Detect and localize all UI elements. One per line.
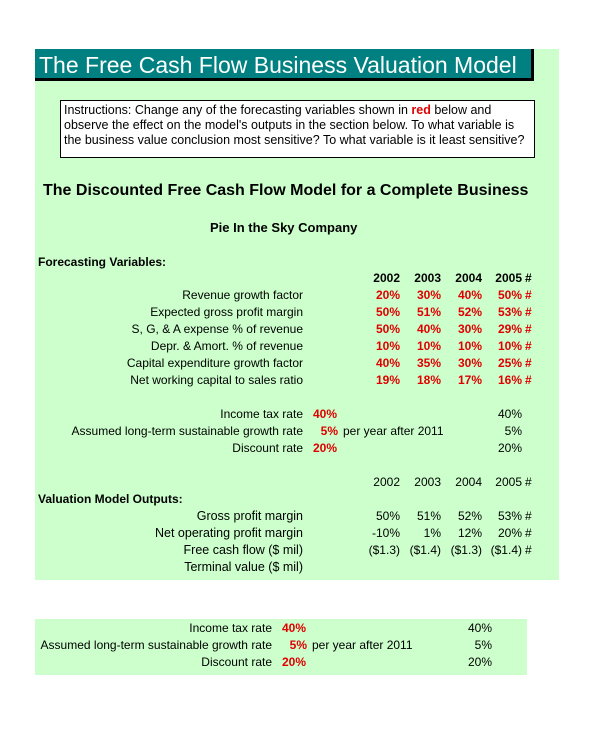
forecast-value-cell[interactable]: 10% [375, 339, 400, 353]
forecast-value-cell[interactable]: 30% [416, 288, 441, 302]
output-value-cell: ($1.4) [409, 543, 441, 557]
output-value-cell: 53% [497, 509, 522, 523]
output-value-cell: 50% [375, 509, 400, 523]
forecast-value-cell[interactable]: 10% [416, 339, 441, 353]
discount-rate-input[interactable]: 20% [313, 441, 338, 455]
forecast-row-label: Expected gross profit margin [150, 305, 303, 319]
output-overflow-mark: # [525, 543, 532, 557]
bottom-growth-rate-note: per year after 2011 [312, 638, 413, 652]
output-value-cell: ($1.4) [490, 543, 522, 557]
instructions-text-end: below and observe the effect on the model's outputs in the section below. To what variable is the business value conclusion most sensitive? To what variable is it least sensitive? [64, 103, 525, 147]
instructions-text-start: Instructions: Change any of the forecasting variables shown in [64, 103, 412, 117]
instructions-box [60, 100, 535, 158]
output-year-header: 2005 [495, 475, 522, 489]
forecast-row-label: Depr. & Amort. % of revenue [150, 339, 303, 353]
growth-rate-label: Assumed long-term sustainable growth rate [71, 424, 303, 438]
forecast-overflow-mark: # [525, 373, 532, 387]
output-row-label: Net operating profit margin [155, 526, 303, 540]
forecast-value-cell[interactable]: 51% [416, 305, 441, 319]
output-overflow-mark: # [525, 509, 532, 523]
growth-rate-input[interactable]: 5% [320, 424, 338, 438]
forecast-overflow-mark: # [525, 288, 532, 302]
forecast-row-label: Capital expenditure growth factor [126, 356, 303, 370]
tax-rate-input[interactable]: 40% [313, 407, 338, 421]
forecast-year-header: 2003 [414, 271, 441, 285]
forecast-value-cell[interactable]: 17% [457, 373, 482, 387]
growth-rate-echo: 5% [504, 424, 522, 438]
output-value-cell: 1% [423, 526, 441, 540]
bottom-tax-rate-echo: 40% [467, 621, 492, 635]
forecast-year-header: 2002 [373, 271, 400, 285]
discount-rate-echo: 20% [497, 441, 522, 455]
forecast-value-cell[interactable]: 35% [416, 356, 441, 370]
output-value-cell: 12% [457, 526, 482, 540]
instructions-highlight: red [411, 103, 431, 117]
discount-rate-label: Discount rate [232, 441, 303, 455]
output-row-label: Free cash flow ($ mil) [183, 543, 303, 557]
bottom-growth-rate-input[interactable]: 5% [289, 638, 307, 652]
bottom-discount-rate-echo: 20% [467, 655, 492, 669]
forecast-year-header: 2004 [455, 271, 482, 285]
tax-rate-echo: 40% [497, 407, 522, 421]
forecast-value-cell[interactable]: 40% [416, 322, 441, 336]
output-row-label: Gross profit margin [196, 509, 303, 523]
forecast-year-header: 2005 [495, 271, 522, 285]
forecast-value-cell[interactable]: 20% [375, 288, 400, 302]
forecast-value-cell[interactable]: 40% [375, 356, 400, 370]
forecast-value-cell[interactable]: 30% [457, 356, 482, 370]
output-year-header: 2003 [414, 475, 441, 489]
forecast-overflow-mark: # [525, 305, 532, 319]
forecast-value-cell[interactable]: 50% [497, 288, 522, 302]
growth-rate-note: per year after 2011 [343, 424, 444, 438]
output-value-cell: ($1.3) [450, 543, 482, 557]
bottom-growth-rate-echo: 5% [474, 638, 492, 652]
forecast-overflow-mark: # [525, 356, 532, 370]
forecast-value-cell[interactable]: 29% [497, 322, 522, 336]
forecast-value-cell[interactable]: 40% [457, 288, 482, 302]
output-value-cell: ($1.3) [368, 543, 400, 557]
model-title: The Discounted Free Cash Flow Model for a Complete Business [43, 182, 529, 199]
forecasting-heading: Forecasting Variables: [38, 255, 167, 269]
output-overflow-mark: # [525, 526, 532, 540]
forecast-year-overflow-mark: # [525, 271, 532, 285]
forecast-value-cell[interactable]: 30% [457, 322, 482, 336]
forecast-value-cell[interactable]: 10% [457, 339, 482, 353]
forecast-row-label: S, G, & A expense % of revenue [131, 322, 303, 336]
forecast-value-cell[interactable]: 19% [375, 373, 400, 387]
forecast-overflow-mark: # [525, 339, 532, 353]
bottom-tax-rate-input[interactable]: 40% [282, 621, 307, 635]
outputs-heading: Valuation Model Outputs: [38, 492, 183, 506]
bottom-discount-rate-label: Discount rate [201, 655, 272, 669]
forecast-overflow-mark: # [525, 322, 532, 336]
bottom-growth-rate-label: Assumed long-term sustainable growth rate [40, 638, 272, 652]
forecast-value-cell[interactable]: 10% [497, 339, 522, 353]
output-year-header: 2004 [455, 475, 482, 489]
output-value-cell: -10% [371, 526, 400, 540]
output-row-label: Terminal value ($ mil) [184, 560, 303, 574]
forecast-row-label: Revenue growth factor [182, 288, 303, 302]
forecast-row-label: Net working capital to sales ratio [130, 373, 303, 387]
bottom-tax-rate-label: Income tax rate [189, 621, 272, 635]
output-value-cell: 20% [497, 526, 522, 540]
forecast-value-cell[interactable]: 50% [375, 305, 400, 319]
output-value-cell: 52% [457, 509, 482, 523]
output-year-header: 2002 [373, 475, 400, 489]
company-name: Pie In the Sky Company [210, 220, 358, 235]
forecast-value-cell[interactable]: 25% [497, 356, 522, 370]
output-value-cell: 51% [416, 509, 441, 523]
forecast-value-cell[interactable]: 50% [375, 322, 400, 336]
forecast-value-cell[interactable]: 16% [497, 373, 522, 387]
bottom-discount-rate-input[interactable]: 20% [282, 655, 307, 669]
banner-title: The Free Cash Flow Business Valuation Model [35, 49, 534, 81]
forecast-value-cell[interactable]: 18% [416, 373, 441, 387]
forecast-value-cell[interactable]: 52% [457, 305, 482, 319]
output-year-overflow-mark: # [525, 475, 532, 489]
tax-rate-label: Income tax rate [220, 407, 303, 421]
forecast-value-cell[interactable]: 53% [497, 305, 522, 319]
